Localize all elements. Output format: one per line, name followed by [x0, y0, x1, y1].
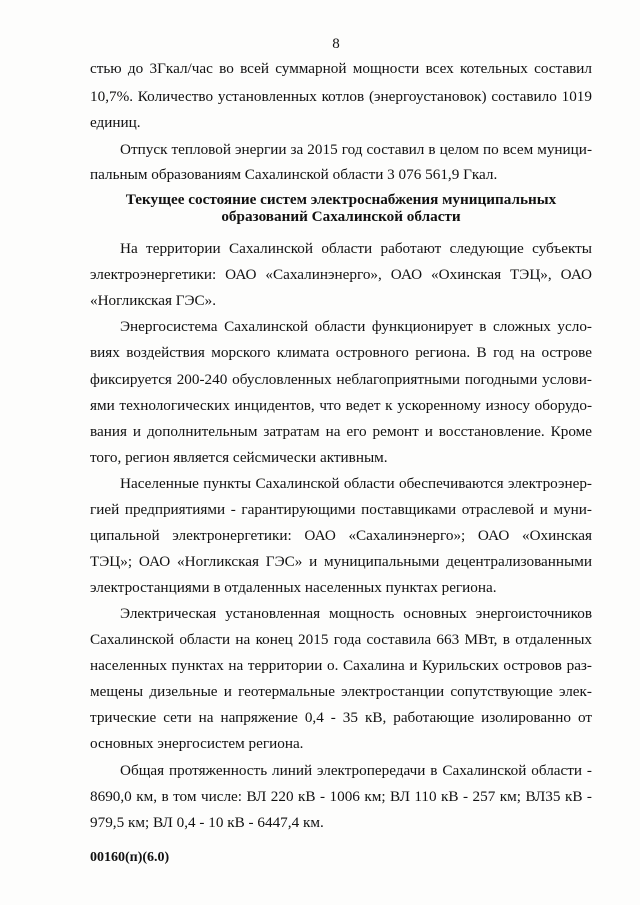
text-line: Населенные пункты Сахалинской области обеспечиваются электроэнер- — [120, 475, 592, 492]
text-line: 10,7%. Количество установленных котлов (энергоустановок) составило 1019 — [90, 88, 592, 105]
text-line: стью до 3Гкал/час во всей суммарной мощности всех котельных составил — [90, 60, 592, 77]
section-heading-line-1: Текущее состояние систем электроснабжения муниципальных — [125, 191, 557, 208]
text-line: ями технологических инцидентов, что ведет к ускоренному износу оборудо- — [90, 397, 592, 414]
text-line: Энергосистема Сахалинской области функционирует в сложных усло- — [120, 318, 592, 335]
text-line: фиксируется 200-240 обусловленных неблагоприятными погодными услови- — [90, 371, 592, 388]
text-line: 8690,0 км, в том числе: ВЛ 220 кВ - 1006 км; ВЛ 110 кВ - 257 км; ВЛ35 кВ - — [90, 788, 592, 805]
section-heading-line-2: образований Сахалинской области — [221, 208, 461, 225]
text-line: вания и дополнительным затратам на его ремонт и восстановление. Кроме — [90, 423, 592, 440]
text-line: гией предприятиями - гарантирующими поставщиками отраслевой и муни- — [90, 501, 592, 518]
text-line: ТЭЦ»; ОАО «Ногликская ГЭС» и муниципальными децентрализованными — [90, 553, 592, 570]
text-line: электроэнергетики: ОАО «Сахалинэнерго», ОАО «Охинская ТЭЦ», ОАО — [90, 266, 592, 283]
text-line: трические сети на напряжение 0,4 - 35 кВ, работающие изолированно от — [90, 709, 592, 726]
text-line: Электрическая установленная мощность основных энергоисточников — [120, 605, 592, 622]
text-line: Общая протяженность линий электропередачи в Сахалинской области - — [120, 762, 592, 779]
text-line: Сахалинской области на конец 2015 года составила 663 МВт, в отдаленных — [90, 631, 592, 648]
text-line: мещены дизельные и геотермальные электростанции сопутствующие элек- — [90, 683, 592, 700]
page-number: 8 — [332, 36, 340, 52]
text-line: электростанциями в отдаленных населенных пунктах региона. — [90, 579, 497, 596]
text-line: 979,5 км; ВЛ 0,4 - 10 кВ - 6447,4 км. — [90, 814, 324, 831]
text-line: Отпуск тепловой энергии за 2015 год составил в целом по всем муници- — [120, 141, 592, 158]
text-line: На территории Сахалинской области работают следующие субъекты — [120, 240, 592, 257]
text-line: ципальной электронергетики: ОАО «Сахалинэнерго»; ОАО «Охинская — [90, 527, 592, 544]
text-line: основных энергосистем региона. — [90, 735, 304, 752]
text-line: населенных пунктах на территории о. Сахалина и Курильских островов раз- — [90, 657, 592, 674]
footer-code: 00160(п)(6.0) — [90, 850, 170, 865]
text-line: единиц. — [90, 114, 141, 131]
text-line: пальным образованиям Сахалинской области 3 076 561,9 Гкал. — [90, 166, 498, 183]
text-line: виях воздействия морского климата островного региона. В год на острове — [90, 344, 592, 361]
text-line: «Ногликская ГЭС». — [90, 292, 217, 309]
text-line: того, регион является сейсмически активным. — [90, 449, 388, 466]
